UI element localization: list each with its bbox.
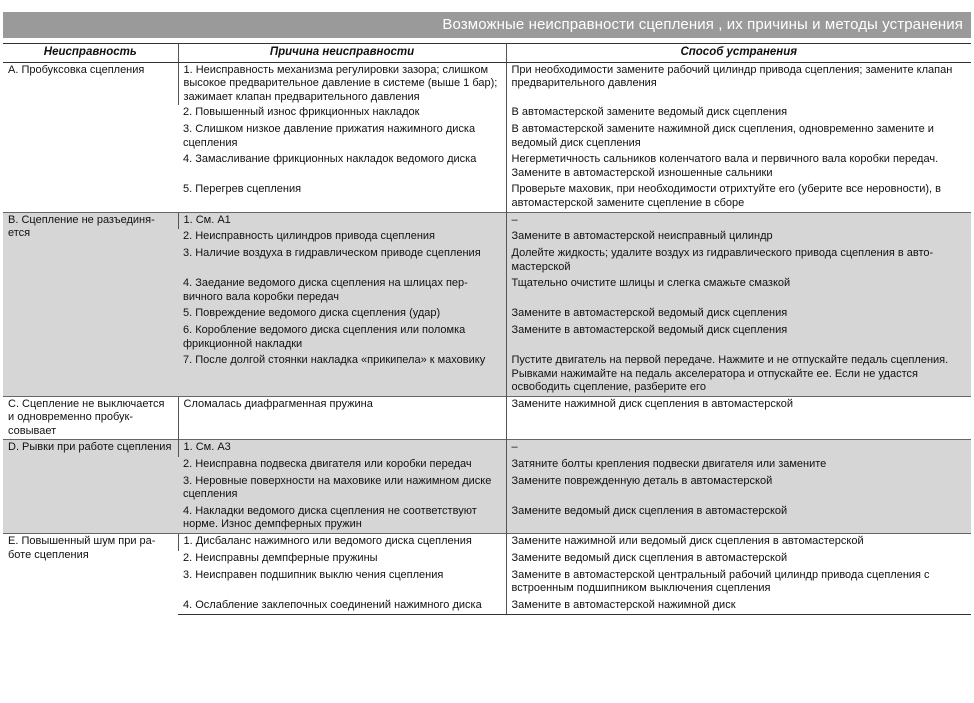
fix-cell: Замените в автомастерской центральный рабочий цилиндр привода сцепления с встроенным подшипником выключения сцепления	[506, 568, 971, 598]
cause-cell: 1. См. А3	[178, 440, 506, 457]
table-row	[3, 212, 971, 229]
fix-cell: Замените в автомастерской ведомый диск сцепления	[506, 306, 971, 323]
fault-cell: D. Рывки при работе сцепления	[3, 440, 178, 534]
fix-cell: Замените нажимной или ведомый диск сцепления в автомастерской	[506, 534, 971, 551]
fix-cell: Затяните болты крепления подвески двигателя или замените	[506, 457, 971, 474]
cause-cell: 3. Неисправен подшипник выклю чения сцепления	[178, 568, 506, 598]
fix-cell: Замените ведомый диск сцепления в автомастерской	[506, 504, 971, 534]
fault-cell: Е. Повышенный шум при работе сцепления	[3, 534, 178, 615]
header-row	[3, 44, 971, 63]
fault-group	[3, 440, 971, 534]
fix-cell: Долейте жидкость; удалите воздух из гидравлического привода сцепления в автомастерской	[506, 246, 971, 276]
fix-cell: Замените нажимной диск сцепления в автомастерской	[506, 396, 971, 440]
header-fix: Способ устранения	[506, 44, 971, 63]
cause-cell: 1. Неисправность механизма регулировки зазора; слишком высокое предварительное давление в системе (выше 1 бар); зажимает клапан предварительного давления	[178, 62, 506, 105]
cause-cell: 1. См. А1	[178, 212, 506, 229]
cause-cell: 4. Замасливание фрикционных накладок ведомого диска	[178, 152, 506, 182]
table-row	[3, 396, 971, 440]
fix-cell: В автомастерской замените нажимной диск сцепления, одновременно замените и ведомый диск сцепления	[506, 122, 971, 152]
fix-cell: Замените в автомастерской нажимной диск	[506, 598, 971, 615]
fix-cell: При необходимости замените рабочий цилиндр привода сцепления; замените клапан предварительного давления	[506, 62, 971, 105]
fault-cell: С. Сцепление не выключается и одновременно пробуксовывает	[3, 396, 178, 440]
cause-cell: 2. Неисправны демпферные пружины	[178, 551, 506, 568]
cause-cell: 4. Заедание ведомого диска сцепления на шлицах первичного вала коробки передач	[178, 276, 506, 306]
fault-cell: А. Пробуксовка сцепления	[3, 62, 178, 212]
cause-cell: 2. Неисправна подвеска двигателя или коробки передач	[178, 457, 506, 474]
cause-cell: 3. Наличие воздуха в гидравлическом приводе сцепления	[178, 246, 506, 276]
fix-cell: В автомастерской замените ведомый диск сцепления	[506, 105, 971, 122]
table-row	[3, 534, 971, 551]
cause-cell: Сломалась диафрагменная пружина	[178, 396, 506, 440]
cause-cell: 1. Дисбаланс нажимного или ведомого диска сцепления	[178, 534, 506, 551]
header-fault: Неисправность	[3, 44, 178, 63]
cause-cell: 4. Ослабление заклепочных соединений нажимного диска	[178, 598, 506, 615]
fault-group	[3, 62, 971, 212]
fault-group	[3, 534, 971, 615]
cause-cell: 4. Накладки ведомого диска сцепления не соответствуют норме. Износ демпферных пружин	[178, 504, 506, 534]
cause-cell: 3. Слишком низкое давление прижатия нажимного диска сцепления	[178, 122, 506, 152]
cause-cell: 6. Коробление ведомого диска сцепления или поломка фрикционной накладки	[178, 323, 506, 353]
fix-cell: Пустите двигатель на первой передаче. Нажмите и не отпускайте педаль сцепления. Рывками нажимайте на педаль акселератора и отпускайте ее. Если не удастся освободить сцепление, разберите его	[506, 353, 971, 396]
cause-cell: 5. Повреждение ведомого диска сцепления (удар)	[178, 306, 506, 323]
fix-cell: Тщательно очистите шлицы и слегка смажьте смазкой	[506, 276, 971, 306]
fix-cell: Негерметичность сальников коленчатого вала и первичного вала коробки передач. Замените в автомастерской изношенные сальники	[506, 152, 971, 182]
cause-cell: 7. После долгой стоянки накладка «прикипела» к маховику	[178, 353, 506, 396]
cause-cell: 2. Неисправность цилиндров привода сцепления	[178, 229, 506, 246]
fault-cell: В. Сцепление не разъединяется	[3, 212, 178, 396]
fault-group	[3, 212, 971, 396]
faults-table	[3, 43, 971, 615]
fix-cell: Замените в автомастерской ведомый диск сцепления	[506, 323, 971, 353]
fault-group	[3, 396, 971, 440]
table-row	[3, 62, 971, 105]
table-row	[3, 440, 971, 457]
document-page	[3, 12, 971, 615]
fix-cell: Проверьте маховик, при необходимости отрихтуйте его (уберите все неровности), в автомастерской замените сцепление в сборе	[506, 182, 971, 212]
header-cause: Причина неисправности	[178, 44, 506, 63]
table-title: Возможные неисправности сцепления , их причины и методы устранения	[3, 12, 971, 38]
fix-cell: –	[506, 212, 971, 229]
fix-cell: Замените в автомастерской неисправный цилиндр	[506, 229, 971, 246]
cause-cell: 3. Неровные поверхности на маховике или нажимном диске сцепления	[178, 474, 506, 504]
fix-cell: Замените поврежденную деталь в автомастерской	[506, 474, 971, 504]
fix-cell: Замените ведомый диск сцепления в автомастерской	[506, 551, 971, 568]
fix-cell: –	[506, 440, 971, 457]
cause-cell: 5. Перегрев сцепления	[178, 182, 506, 212]
cause-cell: 2. Повышенный износ фрикционных накладок	[178, 105, 506, 122]
